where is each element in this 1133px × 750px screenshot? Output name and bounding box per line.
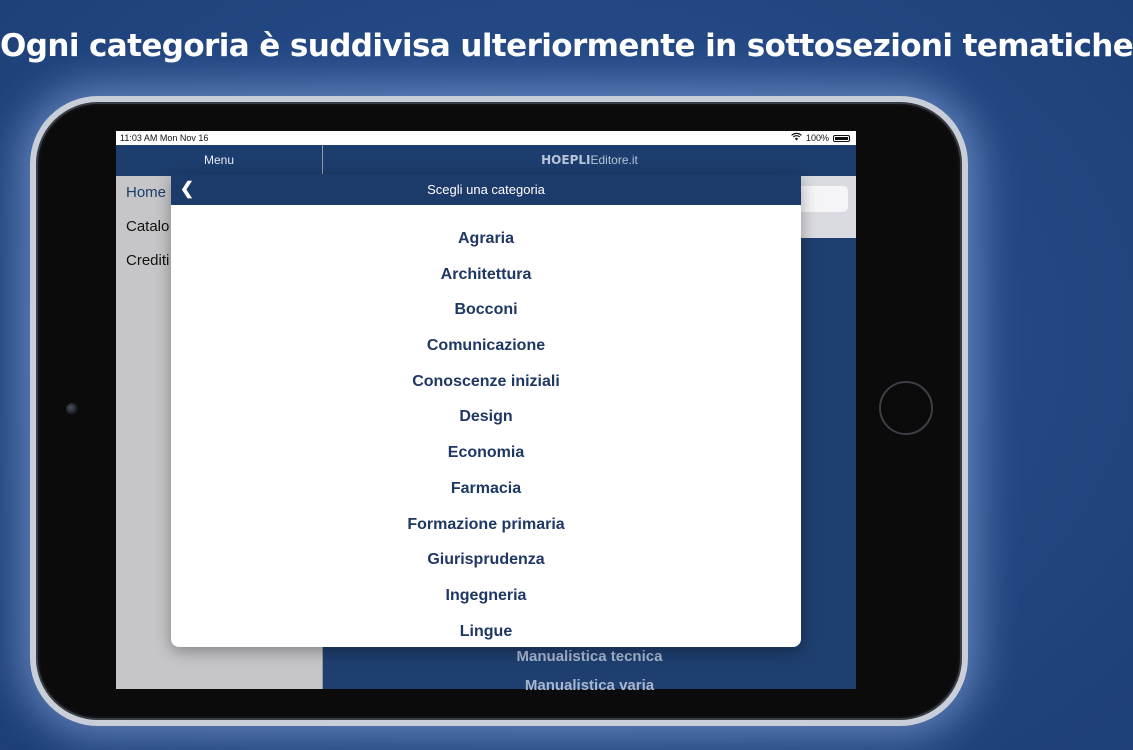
- category-item-conoscenze-iniziali[interactable]: Conoscenze iniziali: [412, 372, 560, 390]
- camera-icon: [66, 403, 78, 415]
- category-item-lingue[interactable]: Lingue: [459, 622, 513, 640]
- battery-icon: [833, 135, 850, 142]
- brand-header: [323, 145, 856, 176]
- modal-title: Scegli una categoria: [427, 182, 545, 197]
- category-modal: [171, 174, 801, 647]
- wifi-icon: [791, 131, 802, 145]
- chevron-left-icon[interactable]: ❮: [179, 179, 195, 198]
- category-list: [171, 205, 801, 649]
- category-item-bocconi[interactable]: Bocconi: [454, 301, 518, 319]
- category-item-formazione-primaria[interactable]: Formazione primaria: [407, 515, 565, 533]
- list-item[interactable]: Manualistica varia: [524, 677, 655, 694]
- category-item-giurisprudenza[interactable]: Giurisprudenza: [427, 551, 545, 569]
- category-item-farmacia[interactable]: Farmacia: [450, 479, 522, 497]
- sidebar-title: Menu: [116, 145, 322, 176]
- sidebar-item-home[interactable]: Home: [126, 184, 167, 201]
- category-item-economia[interactable]: Economia: [447, 444, 525, 462]
- battery-percent: 100%: [805, 133, 829, 143]
- status-right: [791, 131, 850, 145]
- category-item-architettura[interactable]: Architettura: [440, 265, 532, 283]
- home-button[interactable]: [879, 381, 933, 435]
- category-item-comunicazione[interactable]: Comunicazione: [426, 337, 546, 355]
- sidebar-item-crediti[interactable]: Crediti: [126, 252, 170, 269]
- status-time: 11:03 AM Mon Nov 16: [120, 133, 209, 143]
- category-item-agraria[interactable]: Agraria: [457, 230, 515, 247]
- promo-headline: Ogni categoria è suddivisa ulteriormente in sottosezioni tematiche: [0, 28, 1133, 64]
- modal-nav-bar: [171, 174, 801, 205]
- category-item-design[interactable]: Design: [459, 408, 513, 426]
- brand-logo-light: Editore.it: [590, 153, 638, 167]
- sidebar-item-catalogo[interactable]: Catalo: [126, 218, 170, 235]
- list-item[interactable]: Manualistica tecnica: [516, 648, 663, 665]
- status-bar: [116, 131, 856, 145]
- category-item-ingegneria[interactable]: Ingegneria: [445, 586, 527, 604]
- brand-logo-bold: HOEPLI: [541, 153, 591, 167]
